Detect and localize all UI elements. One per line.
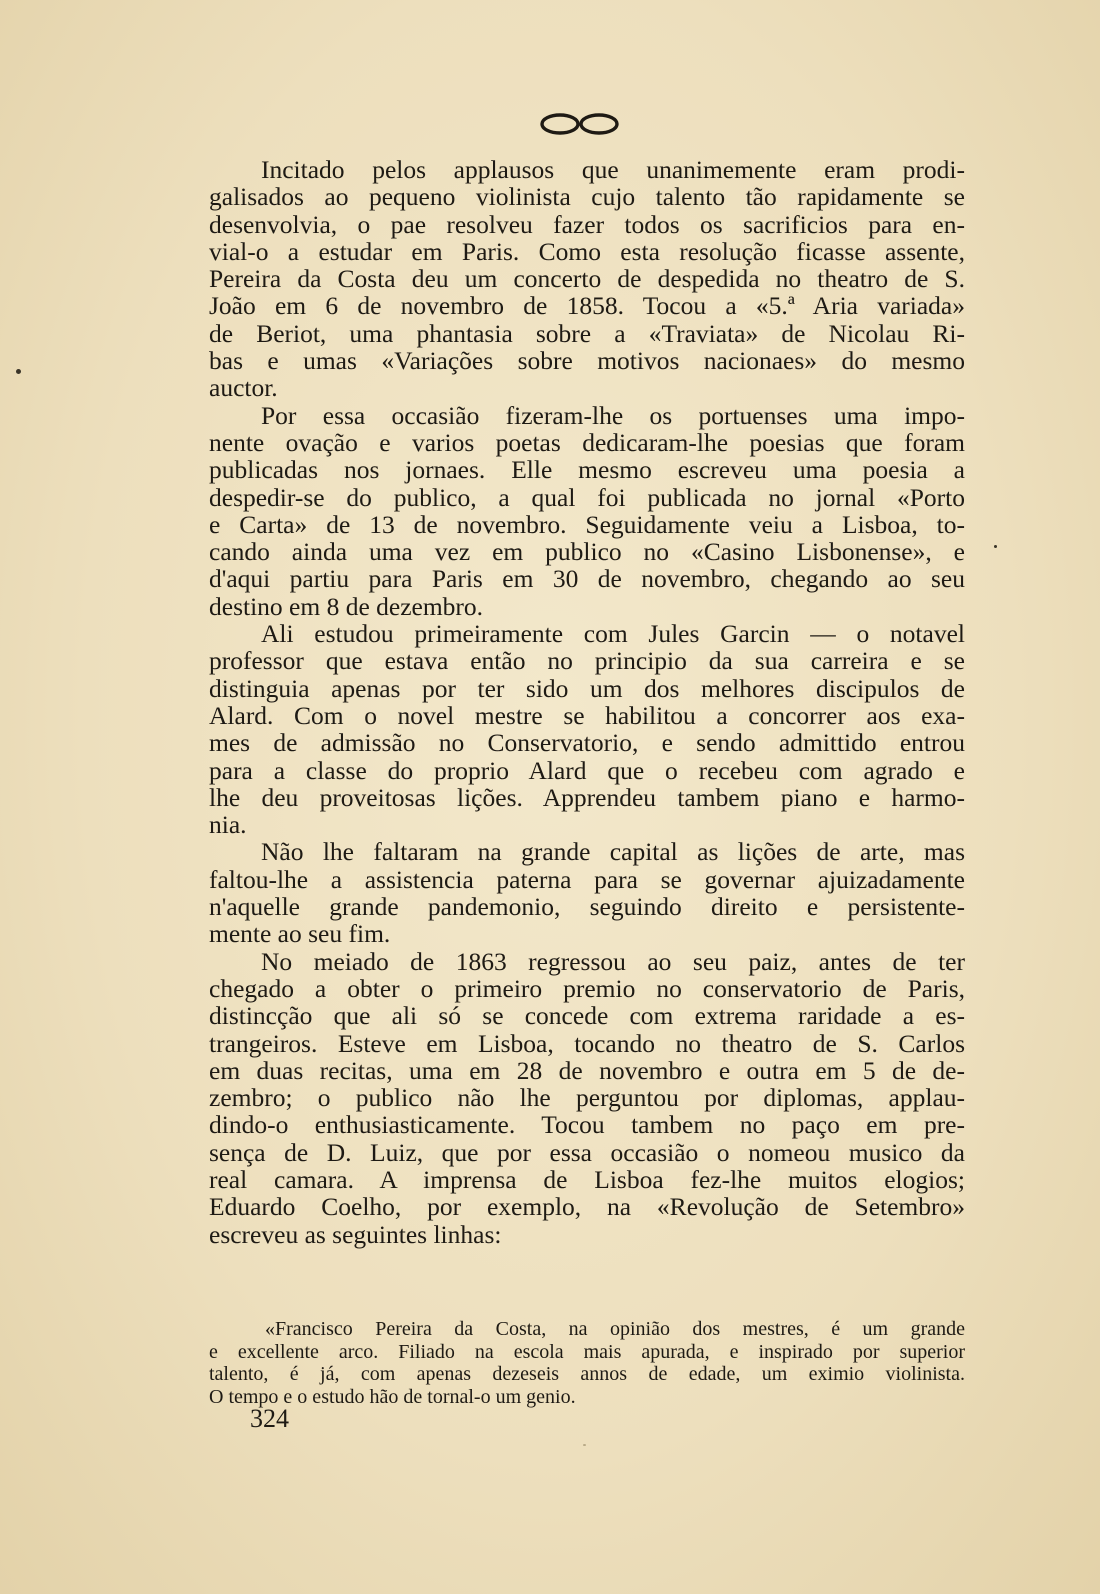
text-line: zembro; o publico não lhe perguntou por diplomas, applau- [209,1083,965,1113]
text-line: escreveu as seguintes linhas: [209,1219,502,1249]
text-line: de Beriot, uma phantasia sobre a «Traviata» de Nicolau Ri- [209,318,965,348]
text-line: Alard. Com o novel mestre se habilitou a concorrer aos exa- [209,700,965,730]
text-line: vial-o a estudar em Paris. Como esta resolução ficasse assente, [209,236,965,266]
text-line: nente ovação e varios poetas dedicaram-lhe poesias que foram [209,427,965,457]
text-line: Pereira da Costa deu um concerto de despedida no theatro de S. [209,264,965,294]
text-line: bas e umas «Variações sobre motivos nacionaes» do mesmo [209,346,965,376]
block-quote [209,1318,965,1408]
text-line: Por essa occasião fizeram-lhe os portuenses uma impo- [261,400,965,430]
text-line: chegado a obter o primeiro premio no conservatorio de Paris, [209,973,965,1003]
text-line: para a classe do proprio Alard que o recebeu com agrado e [209,755,965,785]
text-line: Não lhe faltaram na grande capital as lições de arte, mas [261,837,965,867]
text-line: galisados ao pequeno violinista cujo talento tão rapidamente se [209,182,965,212]
double-loop-ornament-icon [538,112,622,136]
text-line: sença de D. Luiz, que por essa occasião o nomeou musico da [209,1137,965,1167]
text-line: destino em 8 de dezembro. [209,591,484,621]
text-line: mes de admissão no Conservatorio, e sendo admittido entrou [209,728,965,758]
ink-speck [16,369,21,374]
text-line: distincção que ali só se concede com extrema raridade a es- [209,1001,965,1031]
quote-line: «Francisco Pereira da Costa, na opinião dos mestres, é um grande [265,1318,965,1340]
text-line: publicadas nos jornaes. Elle mesmo escreveu uma poesia a [209,455,965,485]
body-text [209,156,965,1248]
text-line: trangeiros. Esteve em Lisboa, tocando no theatro de S. Carlos [209,1028,965,1058]
text-line: em duas recitas, uma em 28 de novembro e outra em 5 de de- [209,1055,965,1085]
text-line: lhe deu proveitosas lições. Apprendeu tambem piano e harmo- [209,782,965,812]
text-line: desenvolvia, o pae resolveu fazer todos os sacrificios para en- [209,209,965,239]
text-line: professor que estava então no principio da sua carreira e se [209,646,965,676]
text-line: distinguia apenas por ter sido um dos melhores discipulos de [209,673,965,703]
text-line: mente ao seu fim. [209,919,391,949]
text-line: despedir-se do publico, a qual foi publicada no jornal «Porto [209,482,965,512]
text-line: João em 6 de novembro de 1858. Tocou a «5.ª Aria variada» [209,291,965,321]
text-line: dindo-o enthusiasticamente. Tocou tambem no paço em pre- [209,1110,965,1140]
text-line: No meiado de 1863 regressou ao seu paiz, antes de ter [261,946,965,976]
page-number: 324 [250,1404,289,1433]
quote-line: talento, é já, com apenas dezeseis annos de edade, um eximio violinista. [209,1363,965,1386]
text-line: e Carta» de 13 de novembro. Seguidamente veiu a Lisboa, to- [209,509,965,539]
quote-line: O tempo e o estudo hão de tornal-o um genio. [209,1385,576,1408]
text-line: Incitado pelos applausos que unanimemente eram prodi- [261,155,965,184]
ink-speck [583,1444,586,1446]
text-line: auctor. [209,373,278,403]
quote-line: e excellente arco. Filiado na escola mais apurada, e inspirado por superior [209,1340,965,1363]
ink-speck [994,545,997,548]
text-line: real camara. A imprensa de Lisboa fez-lhe muitos elogios; [209,1164,965,1194]
text-line: Ali estudou primeiramente com Jules Garcin — o notavel [261,619,965,649]
text-line: cando ainda uma vez em publico no «Casino Lisbonense», e [209,537,965,567]
text-line: Eduardo Coelho, por exemplo, na «Revolução de Setembro» [209,1192,965,1222]
text-line: nia. [209,810,247,840]
text-line: d'aqui partiu para Paris em 30 de novembro, chegando ao seu [209,564,965,594]
text-line: n'aquelle grande pandemonio, seguindo direito e persistente- [209,892,965,922]
text-line: faltou-lhe a assistencia paterna para se governar ajuizadamente [209,864,965,894]
